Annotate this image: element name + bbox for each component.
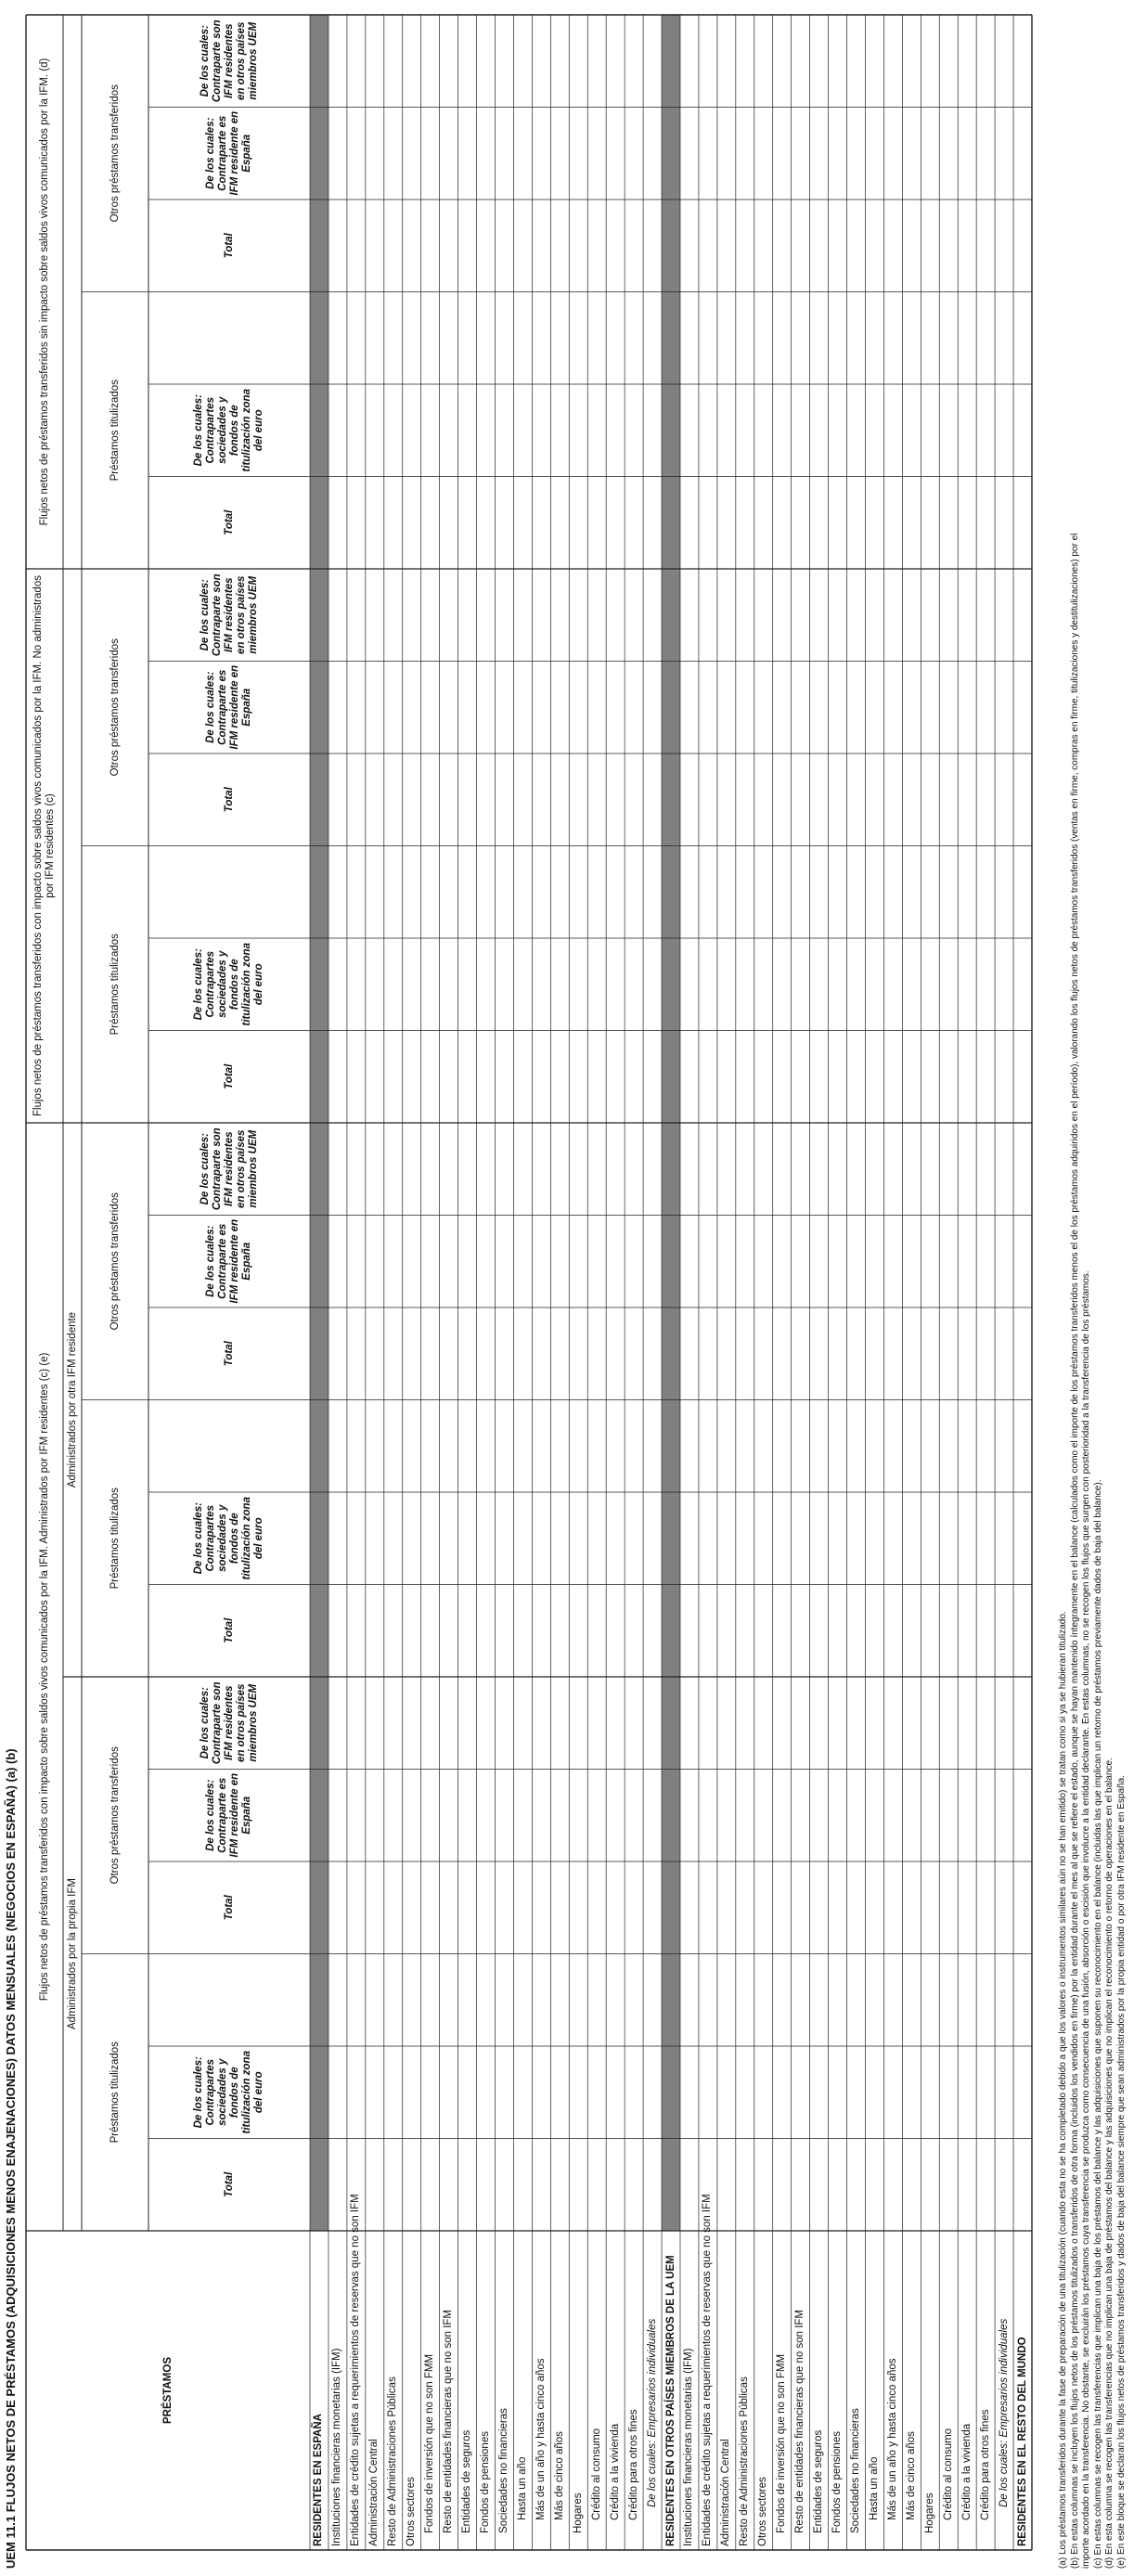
column-header-total: Total: [223, 2171, 235, 2197]
group-header-administrados: Flujos netos de préstamos transferidos con impacto sobre saldos vivos comunicados por la IFM. Administrados por IFM residentes (c) (e): [38, 1352, 50, 2002]
column-header-total: Total: [223, 233, 235, 259]
column-header-total: Total: [223, 1895, 235, 1921]
row-label: Resto de entidades financieras que no son IFM: [794, 2309, 806, 2533]
row-label: Más de cinco años: [905, 2431, 917, 2520]
subgroup-otra-ifm: Administrados por otra IFM residente: [66, 1311, 78, 1488]
row-label: Hasta un año: [516, 2456, 528, 2520]
block-header-otros: Otros préstamos transferidos: [109, 638, 121, 777]
row-label: Crédito al consumo: [942, 2428, 954, 2520]
row-label: Más de un año y hasta cinco años: [535, 2358, 547, 2520]
row-label: Administración Central: [368, 2439, 380, 2546]
row-label: De los cuales: Empresarios individuales: [998, 2318, 1010, 2507]
column-header-de-los-cuales: De los cuales: Contraparte son IFM residentes en otros países miembros UEM: [199, 19, 259, 103]
block-header-otros: Otros préstamos transferidos: [109, 84, 121, 223]
row-label: Entidades de seguros: [813, 2429, 825, 2533]
footnote: (a) Los préstamos transferidos durante la fase de preparación de una titulización (cuando esta no se ha completado debido a que los valores o instrumentos similares aún no se han emitido) se tratan como si ya se hubieran titulizado.: [1058, 1611, 1068, 2569]
column-header-total: Total: [223, 1617, 235, 1643]
row-label: Crédito a la vivienda: [960, 2423, 973, 2520]
column-header-de-los-cuales: De los cuales: Contraparte son IFM residentes en otros países miembros UEM: [199, 573, 259, 657]
block-header-otros: Otros préstamos transferidos: [109, 1746, 121, 1885]
footnote: (c) En estas columnas se recogen las transferencias que implican una baja de los préstamos del balance y las adquisiciones que suponen su reconocimiento en el balance (incluidas las que implican un retorno de préstamos previamente dados de baja del balance).: [1092, 1479, 1103, 2569]
block-header-titulizados: Préstamos titulizados: [109, 1488, 121, 1590]
column-header-de-los-cuales: De los cuales: Contrapartes sociedades y fondos de titulización zona del euro: [193, 943, 264, 1026]
row-label: Hogares: [572, 2492, 584, 2533]
footnote: (b) En estas columnas se incluyen los flujos netos de los préstamos titulizados o transferidos de otra forma (incluidos los vendidos en firme) por la entidad durante el mes al que se refiere el estado, aunque se hayan mantenido íntegramente en el balance (calculados como el importe de los préstamos transferidos menos el de los préstamos adquiridos en el período), valorando los flujos netos de préstamos transferidos (ventas en firme, compras en firme, titulizaciones y destitulizaciones) por el: [1069, 533, 1080, 2569]
row-label: Entidades de seguros: [461, 2429, 473, 2533]
footnotes: [1058, 156, 1128, 2569]
column-header-de-los-cuales: De los cuales: Contraparte es IFM residente en España: [205, 110, 252, 196]
column-header-total: Total: [223, 1341, 235, 1367]
row-label: Otros sectores: [757, 2477, 769, 2546]
row-label: Fondos de inversión que no son FMM: [424, 2353, 436, 2533]
column-header-de-los-cuales: De los cuales: Contraparte es IFM residente en España: [205, 1218, 252, 1304]
group-header-no-administrados: Flujos netos de préstamos transferidos con impacto sobre saldos vivos comunicados por la IFM. No administrados por IFM residentes (c): [32, 575, 56, 1116]
row-label: Instituciones financieras monetarias (IFM): [683, 2348, 695, 2546]
row-label: Más de cinco años: [553, 2431, 565, 2520]
stub-header: PRÉSTAMOS: [161, 2357, 174, 2424]
block-header-titulizados: Préstamos titulizados: [109, 934, 121, 1036]
section-row-label: RESIDENTES EN EL RESTO DEL MUNDO: [1016, 2337, 1028, 2546]
column-header-de-los-cuales: De los cuales: Contraparte es IFM residente en España: [205, 1772, 252, 1858]
subgroup-propia-ifm: Administrados por la propia IFM: [66, 1878, 78, 2029]
row-label: Hasta un año: [868, 2456, 880, 2520]
column-header-de-los-cuales: De los cuales: Contrapartes sociedades y fondos de titulización zona del euro: [193, 1497, 264, 1580]
row-label: Sociedades no financieras: [849, 2408, 861, 2533]
column-header-de-los-cuales: De los cuales: Contraparte son IFM residentes en otros países miembros UEM: [199, 1681, 259, 1765]
row-label: Fondos de inversión que no son FMM: [776, 2353, 788, 2533]
footnote: (e) En este bloque se declaran los flujos netos de préstamos transferidos y dados de baja del balance siempre que sean administrados por la propia entidad o por otra IFM residente en España.: [1115, 1775, 1127, 2569]
block-header-titulizados: Préstamos titulizados: [109, 380, 121, 482]
row-label: Crédito para otros fines: [979, 2409, 991, 2520]
row-label: Administración Central: [720, 2439, 732, 2546]
column-header-de-los-cuales: De los cuales: Contraparte es IFM residente en España: [205, 664, 252, 750]
row-label: Crédito al consumo: [590, 2428, 602, 2520]
row-label: De los cuales: Empresarios individuales: [646, 2318, 658, 2507]
row-label: Resto de Administraciones Públicas: [387, 2376, 399, 2546]
row-label: Crédito a la vivienda: [609, 2423, 621, 2520]
row-label: Instituciones financieras monetarias (IFM): [331, 2348, 343, 2546]
column-header-de-los-cuales: De los cuales: Contrapartes sociedades y fondos de titulización zona del euro: [193, 2051, 264, 2134]
row-label: Hogares: [923, 2492, 935, 2533]
column-header-total: Total: [223, 509, 235, 535]
block-header-otros: Otros préstamos transferidos: [109, 1192, 121, 1331]
row-label: Entidades de crédito sujetas a requerimientos de reservas que no son IFM: [350, 2194, 362, 2546]
column-header-total: Total: [223, 1063, 235, 1089]
section-row-label: RESIDENTES EN ESPAÑA: [313, 2414, 325, 2546]
column-header-de-los-cuales: De los cuales: Contraparte son IFM residentes en otros países miembros UEM: [199, 1127, 259, 1211]
footnote: importe acordado en la transferencia. No obstante, se excluirán los préstamos cuya transferencia se produzca como consecuencia de una fusión, absorción o escisión que involucre a la entidad declarante. En estas columnas, no se recogen los flujos que surgen con posterioridad a la transferencia de los préstamos.: [1081, 1270, 1092, 2569]
row-label: Fondos de pensiones: [480, 2431, 491, 2533]
row-label: Más de un año y hasta cinco años: [886, 2358, 898, 2520]
block-header-titulizados: Préstamos titulizados: [109, 2041, 121, 2144]
group-header-sin-impacto: Flujos netos de préstamos transferidos sin impacto sobre saldos vivos comunicados por la IFM. (d): [38, 58, 50, 526]
page-title: UEM 11.1 FLUJOS NETOS DE PRÉSTAMOS (ADQUISICIONES MENOS ENAJENACIONES) DATOS MENSUALES (NEGOCIOS EN ESPAÑA) (a) (b): [4, 1748, 18, 2569]
row-label: Sociedades no financieras: [497, 2408, 509, 2533]
row-label: Fondos de pensiones: [831, 2431, 844, 2533]
column-header-total: Total: [223, 787, 235, 813]
row-label: Entidades de crédito sujetas a requerimientos de reservas que no son IFM: [702, 2194, 714, 2546]
row-label: Resto de Administraciones Públicas: [739, 2376, 751, 2546]
section-row-label: RESIDENTES EN OTROS PAÍSES MIEMBROS DE LA UEM: [664, 2255, 677, 2546]
column-header-de-los-cuales: De los cuales: Contrapartes sociedades y fondos de titulización zona del euro: [193, 389, 264, 472]
footnote: (d) En esta columna se recogen las transferencias que no implican una baja de préstamos del balance y las adquisiciones que no implican el reconocimiento o retorno de operaciones en el balance.: [1104, 1758, 1115, 2569]
row-label: Crédito para otros fines: [627, 2409, 639, 2520]
row-label: Otros sectores: [406, 2477, 418, 2546]
row-label: Resto de entidades financieras que no son IFM: [443, 2309, 455, 2533]
